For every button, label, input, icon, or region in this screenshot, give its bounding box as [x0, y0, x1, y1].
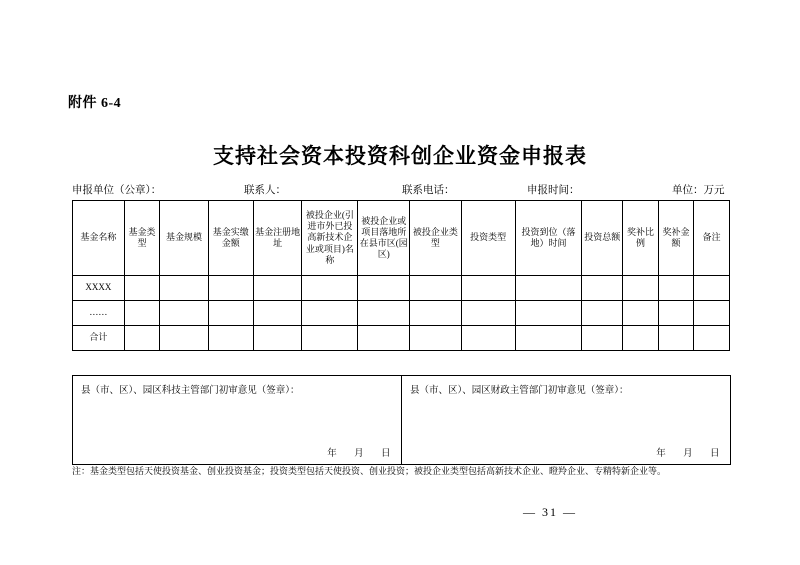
date-month-label: 月 [683, 449, 694, 459]
cell-fund-type [124, 301, 160, 326]
table-row [73, 301, 730, 326]
col-header-company-type: 被投企业类型 [410, 201, 462, 276]
signature-section [72, 375, 730, 465]
cell-remark [694, 276, 730, 301]
cell-subsidy-ratio [623, 301, 659, 326]
cell-subsidy-ratio [623, 276, 659, 301]
signature-date-science-bureau [313, 445, 391, 459]
meta-declaring-unit: 申报单位（公章）： [72, 185, 162, 196]
cell-remark [694, 326, 730, 351]
cell-invest-type [461, 326, 515, 351]
page-title: 支持社会资本投资科创企业资金申报表 [213, 144, 587, 168]
cell-fund-paid [208, 326, 253, 351]
cell-invest-total [582, 276, 623, 301]
date-day-label: 日 [380, 449, 391, 459]
cell-fund-name: XXXX [73, 276, 125, 301]
cell-fund-scale [160, 301, 208, 326]
col-header-fund-type: 基金类型 [124, 201, 160, 276]
cell-invested-company [302, 301, 358, 326]
cell-invested-company [302, 276, 358, 301]
date-month-label: 月 [354, 449, 365, 459]
footnote: 注：基金类型包括天使投资基金、创业投资基金；投资类型包括天使投资、创业投资；被投企业类型包括高新技术企业、瞪羚企业、专精特新企业等。 [72, 466, 667, 476]
cell-fund-scale [160, 326, 208, 351]
meta-declaring-date: 申报时间： [527, 185, 580, 196]
cell-fund-paid [208, 276, 253, 301]
cell-company-type [410, 301, 462, 326]
attachment-label: 附件 6-4 [68, 96, 122, 111]
col-header-fund-name: 基金名称 [73, 201, 125, 276]
cell-invest-time [515, 276, 582, 301]
col-header-invested-company: 被投企业(引进市外已投高新技术企业或项目)名称 [302, 201, 358, 276]
meta-contact-person: 联系人： [244, 185, 286, 196]
col-header-fund-paid: 基金实缴金额 [208, 201, 253, 276]
cell-fund-scale [160, 276, 208, 301]
date-day-label: 日 [709, 449, 720, 459]
col-header-invest-total: 投资总额 [582, 201, 623, 276]
table-row [73, 276, 730, 301]
meta-row [72, 182, 732, 198]
col-header-subsidy-ratio: 奖补比例 [623, 201, 659, 276]
cell-fund-paid [208, 301, 253, 326]
cell-fund-type [124, 276, 160, 301]
signature-date-finance-bureau [642, 445, 720, 459]
signature-title-science-bureau: 县（市、区）、园区科技主管部门初审意见（签章）： [81, 386, 300, 396]
cell-subsidy-ratio [623, 326, 659, 351]
col-header-invest-type: 投资类型 [461, 201, 515, 276]
cell-company-type [410, 326, 462, 351]
cell-invest-type [461, 301, 515, 326]
page-number [0, 505, 800, 520]
col-header-location: 被投企业或项目落地所在县市区(园区) [358, 201, 410, 276]
cell-fund-address [253, 276, 301, 301]
col-header-fund-scale: 基金规模 [160, 201, 208, 276]
cell-fund-type [124, 326, 160, 351]
cell-subsidy-amount [658, 326, 694, 351]
col-header-subsidy-amount: 奖补金额 [658, 201, 694, 276]
cell-fund-address [253, 301, 301, 326]
table-row-total [73, 326, 730, 351]
cell-invest-type [461, 276, 515, 301]
cell-subsidy-amount [658, 276, 694, 301]
page-number-text: — 31 — [523, 505, 577, 519]
cell-subsidy-amount [658, 301, 694, 326]
signature-block-science-bureau [73, 376, 402, 465]
cell-invest-time [515, 301, 582, 326]
cell-location [358, 276, 410, 301]
col-header-fund-address: 基金注册地址 [253, 201, 301, 276]
meta-contact-phone: 联系电话： [402, 185, 455, 196]
table-header-row [73, 201, 730, 276]
cell-location [358, 301, 410, 326]
cell-remark [694, 301, 730, 326]
signature-title-finance-bureau: 县（市、区）、园区财政主管部门初审意见（签章）： [410, 386, 629, 396]
cell-invested-company [302, 326, 358, 351]
date-year-label: 年 [656, 449, 667, 459]
cell-company-type [410, 276, 462, 301]
cell-invest-total [582, 326, 623, 351]
cell-fund-address [253, 326, 301, 351]
col-header-remark: 备注 [694, 201, 730, 276]
col-header-invest-time: 投资到位（落地）时间 [515, 201, 582, 276]
cell-invest-total [582, 301, 623, 326]
date-year-label: 年 [327, 449, 338, 459]
cell-fund-name: 合计 [73, 326, 125, 351]
meta-amount-unit: 单位：万元 [672, 185, 725, 196]
cell-location [358, 326, 410, 351]
declaration-table [72, 200, 730, 351]
cell-invest-time [515, 326, 582, 351]
cell-fund-name: …… [73, 301, 125, 326]
signature-block-finance-bureau [402, 376, 731, 465]
